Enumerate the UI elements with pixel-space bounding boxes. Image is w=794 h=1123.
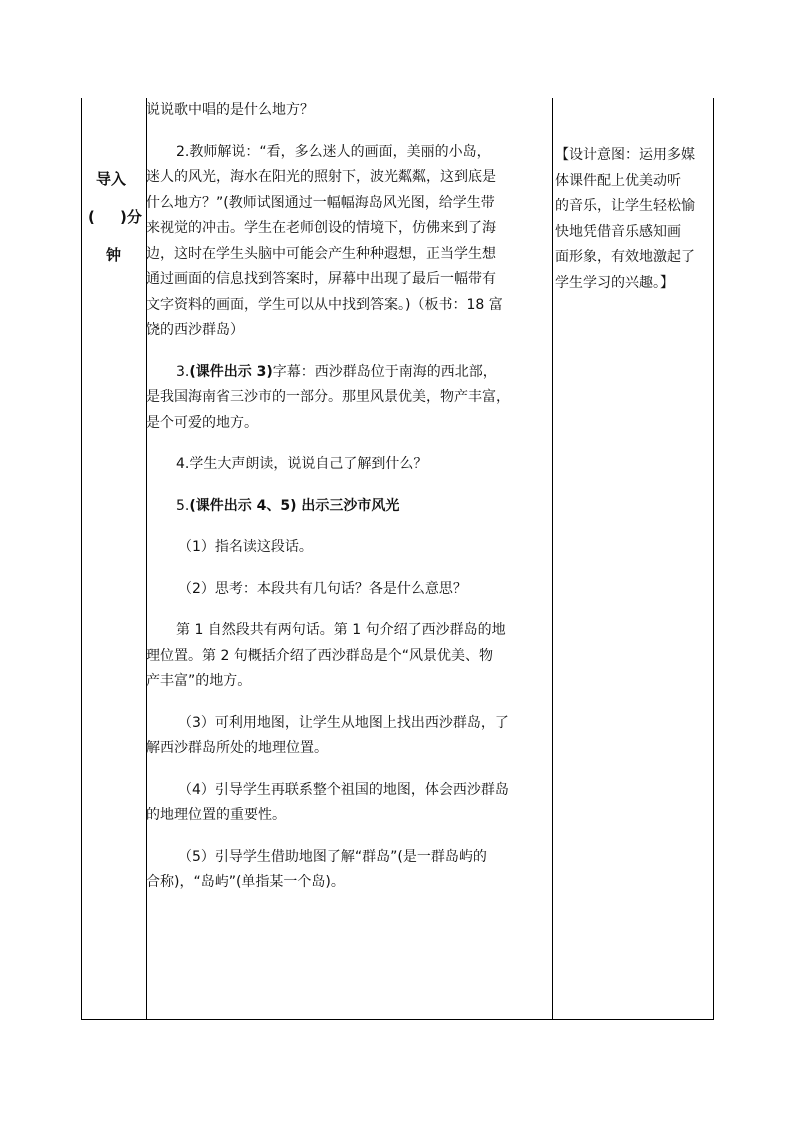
- note-line-5: 面形象，有效地激起了: [555, 249, 695, 265]
- para-1-line-3: 什么地方？”(教师试图通过一幅幅海岛风光图，给学生带: [146, 194, 495, 211]
- duration-unit: 钟: [106, 246, 122, 264]
- step-2: （2）思考：本段共有几句话？各是什么意思？: [178, 580, 467, 597]
- step-1: （1）指名读这段话。: [178, 539, 313, 555]
- para-3-line-2: 是我国海南省三沙市的一部分。那里风景优美，物产丰富，: [146, 389, 510, 405]
- step-4-line-1: （4）引导学生再联系整个祖国的地图，体会西沙群岛: [178, 781, 509, 798]
- para-3-text: 字幕：西沙群岛位于南海的西北部，: [272, 363, 497, 380]
- note-line-1: 【设计意图：运用多媒: [555, 147, 695, 163]
- duration-open: (: [88, 208, 95, 226]
- para-3-number: 3.: [176, 363, 190, 380]
- answer-line-2: 理位置。第 2 句概括介绍了西沙群岛是个“风景优美、物: [146, 647, 494, 664]
- note-line-3: 的音乐，让学生轻松愉: [555, 198, 695, 214]
- stage-title: 导入: [96, 170, 127, 188]
- para-3-line-1: [146, 360, 552, 386]
- stage-label: [82, 160, 146, 274]
- para-1-line-8: 饶的西沙群岛）: [146, 322, 244, 338]
- para-5: [146, 494, 552, 520]
- stage-duration: [82, 198, 146, 236]
- para-1-line-6: 通过画面的信息找到答案时，屏幕中出现了最后一幅带有: [146, 271, 496, 287]
- para-1-line-7: 文字资料的画面，学生可以从中找到答案。)（板书：18 富: [146, 296, 503, 313]
- table-divider-2: [552, 98, 553, 1020]
- note-line-2: 体课件配上优美动听: [555, 172, 681, 189]
- para-0: 说说歌中唱的是什么地方？: [146, 102, 314, 118]
- answer-line-1: 第 1 自然段共有两句话。第 1 句介绍了西沙群岛的地: [176, 622, 506, 638]
- para-3-line-3: 是个可爱的地方。: [146, 414, 258, 431]
- para-1-line-1: 2.教师解说：“看，多么迷人的画面，美丽的小岛，: [176, 143, 491, 160]
- para-1-line-5: 边，这时在学生头脑中可能会产生种种遐想，正当学生想: [146, 245, 496, 262]
- duration-close: )分: [120, 208, 142, 226]
- table-border-right: [713, 98, 714, 1020]
- para-5-bold: (课件出示 4、5) 出示三沙市风光: [189, 497, 400, 514]
- para-4: 4.学生大声朗读，说说自己了解到什么？: [176, 456, 428, 472]
- para-1-line-4: 来视觉的冲击。学生在老师创设的情境下，仿佛来到了海: [146, 220, 496, 236]
- answer-line-3: 产丰富”的地方。: [146, 673, 252, 689]
- design-intent-note: [555, 143, 713, 296]
- step-4-line-2: 的地理位置的重要性。: [146, 807, 286, 823]
- lesson-content: [146, 98, 552, 896]
- step-5-line-1: （5）引导学生借助地图了解“群岛”(是一群岛屿的: [178, 848, 487, 865]
- step-3-line-1: （3）可利用地图，让学生从地图上找出西沙群岛，了: [178, 714, 509, 731]
- note-line-6: 学生学习的兴趣。】: [555, 274, 674, 291]
- para-1-line-2: 迷人的风光，海水在阳光的照射下，波光粼粼，这到底是: [146, 169, 496, 185]
- table-border-bottom: [81, 1019, 714, 1020]
- para-5-number: 5.: [176, 497, 190, 514]
- step-5-line-2: 合称)，“岛屿”(单指某一个岛)。: [146, 874, 345, 890]
- step-3-line-2: 解西沙群岛所处的地理位置。: [146, 740, 328, 756]
- note-line-4: 快地凭借音乐感知画: [555, 223, 681, 240]
- para-3-bold: (课件出示 3): [189, 363, 273, 380]
